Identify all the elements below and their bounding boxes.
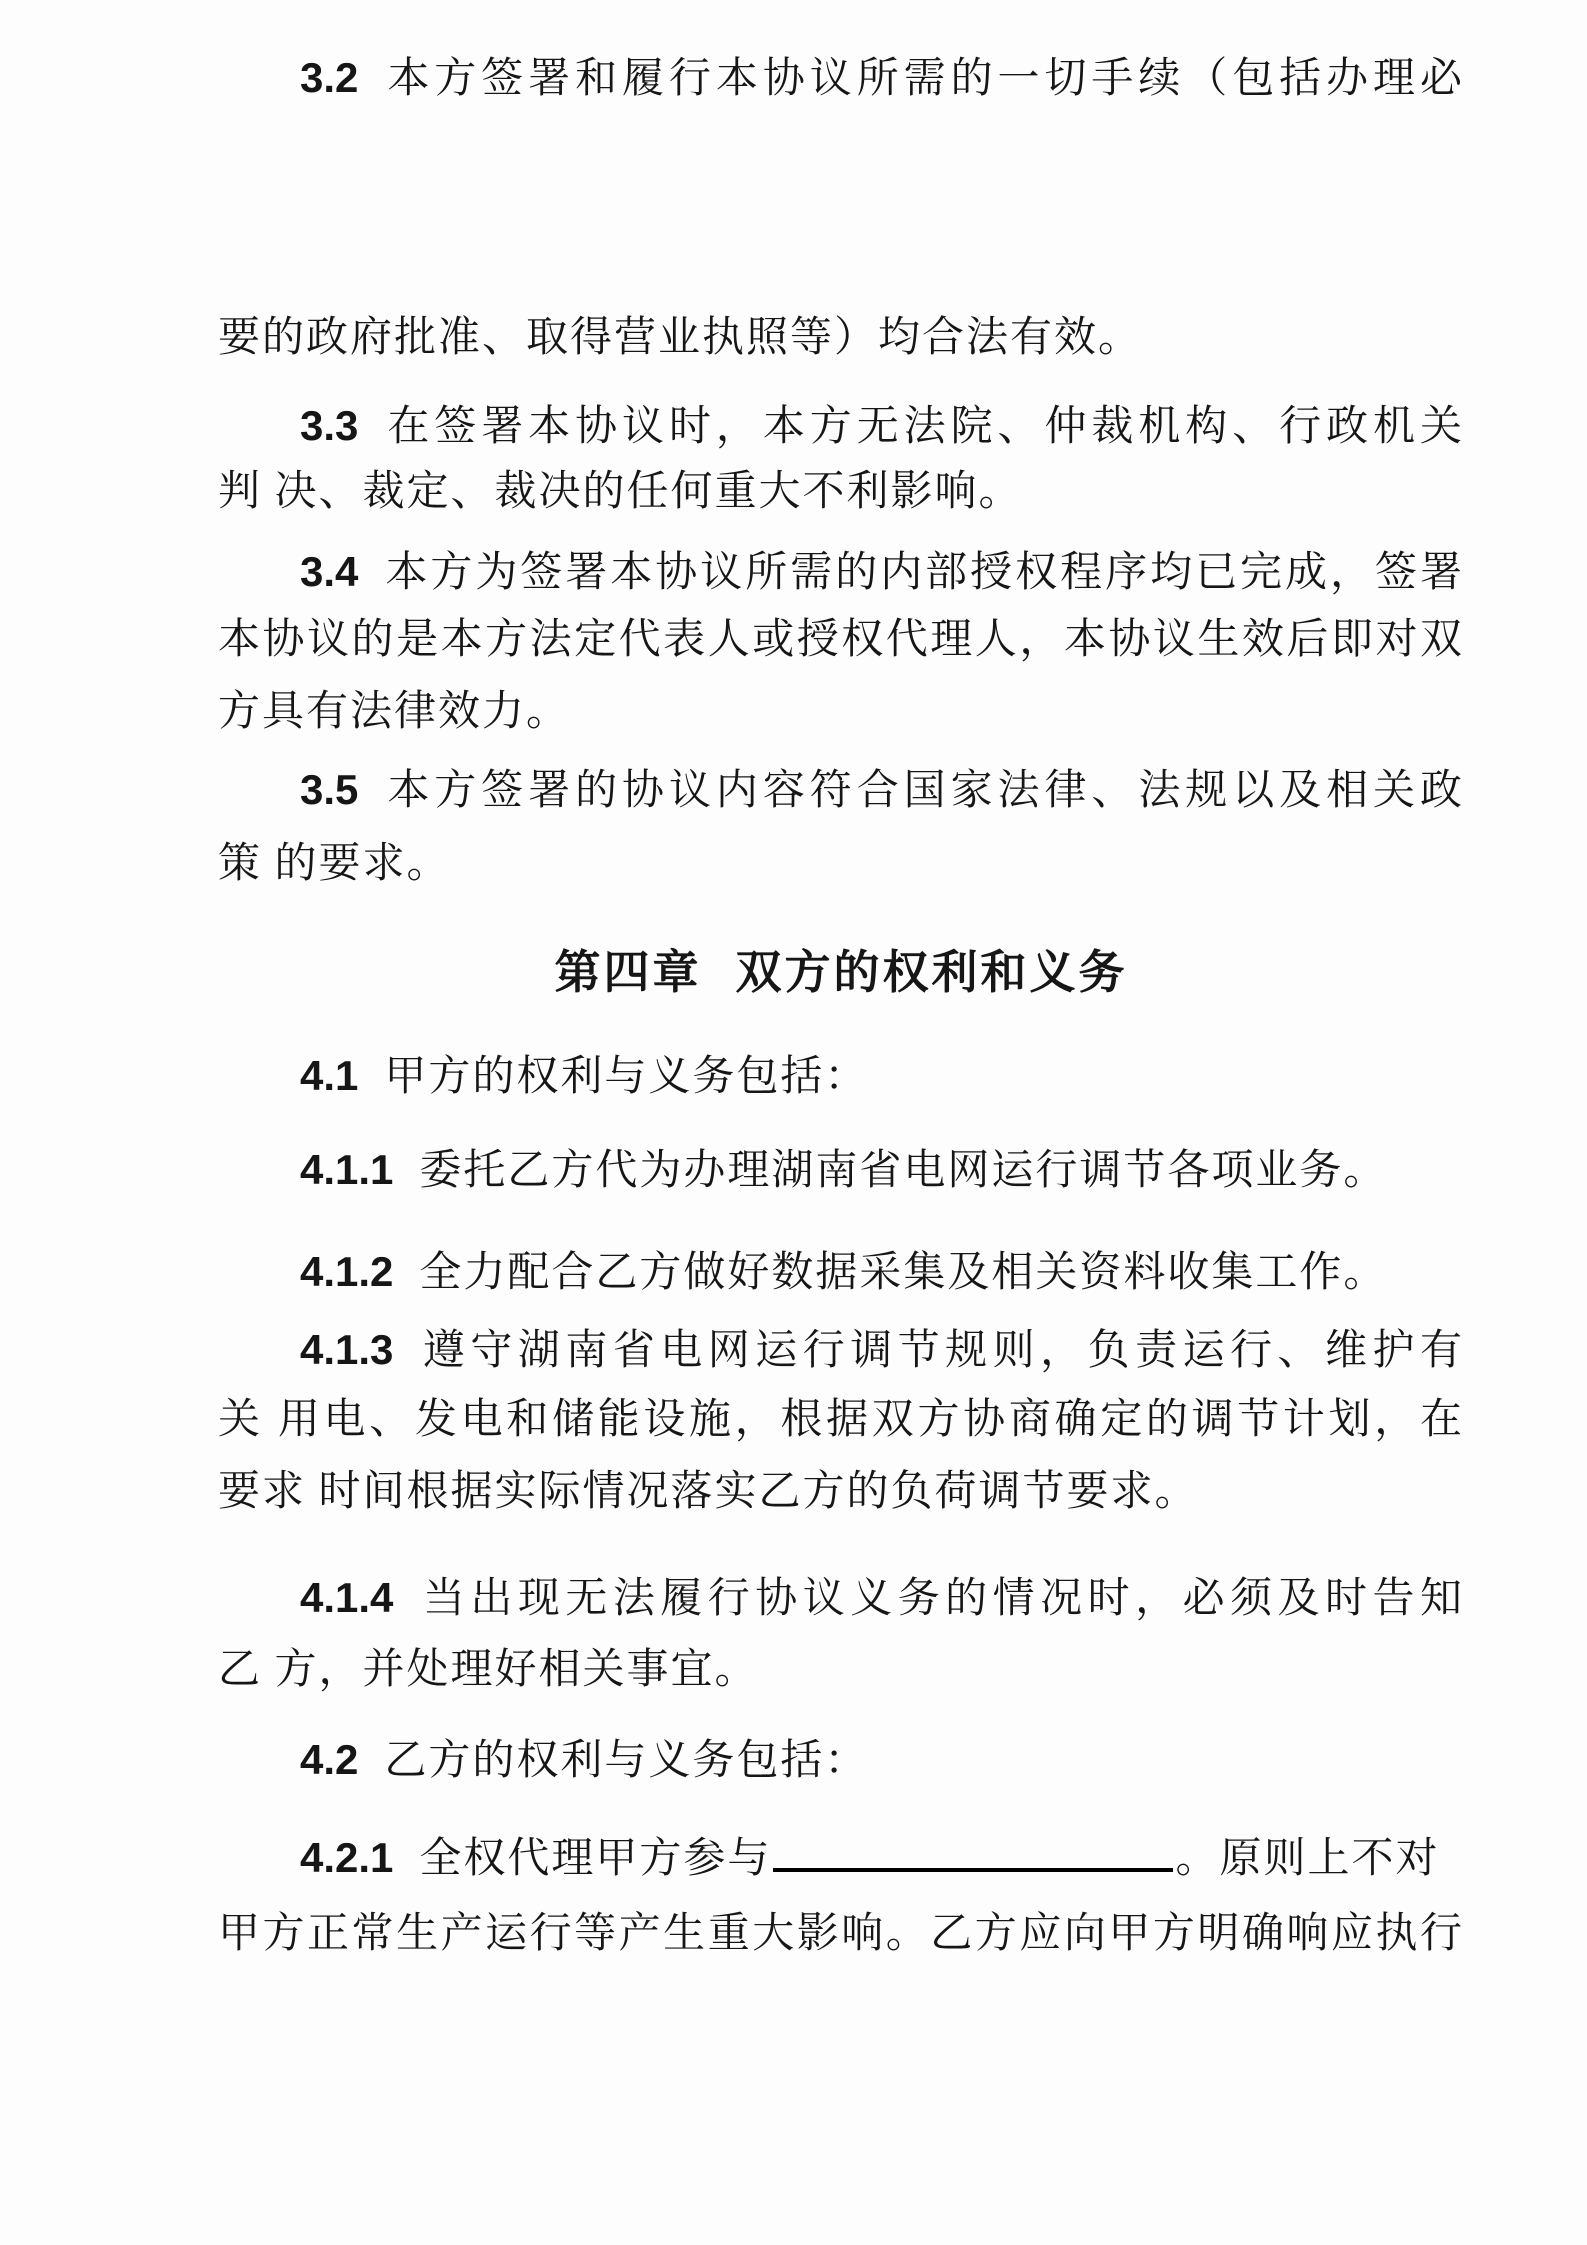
clause-line-4-1-4: [218, 1572, 1464, 1626]
clause-number: 3.5: [300, 766, 359, 813]
clause-text: 判 决、裁定、裁决的任何重大不利影响。: [218, 469, 1023, 515]
clause-text: 在签署本协议时，本方无法院、仲裁机构、行政机关: [384, 404, 1464, 450]
clause-line-3-5-cont: [218, 838, 1464, 891]
clause-line-4-2-1-cont: [218, 1908, 1464, 1961]
clause-line-4-2-1: [218, 1832, 1464, 1886]
clause-text-after-blank: 。原则上不对: [1175, 1836, 1440, 1882]
clause-line-4-2: [218, 1734, 1464, 1788]
clause-line-3-5: [218, 764, 1464, 818]
clause-line-3-3-cont: [218, 466, 1464, 519]
clause-line-4-1-3-cont1: [218, 1394, 1464, 1447]
clause-number: 4.1.3: [300, 1326, 394, 1373]
clause-text: 遵守湖南省电网运行调节规则，负责运行、维护有: [419, 1328, 1464, 1374]
clause-text: 本方签署和履行本协议所需的一切手续（包括办理必: [384, 56, 1464, 102]
clause-line-3-2-cont: [218, 312, 1464, 365]
clause-line-4-1-1: [218, 1144, 1464, 1198]
clause-text: 本方签署的协议内容符合国家法律、法规以及相关政: [384, 768, 1464, 814]
clause-text: 委托乙方代为办理湖南省电网运行调节各项业务。: [419, 1148, 1388, 1194]
clause-number: 4.1.2: [300, 1248, 394, 1295]
clause-number: 3.3: [300, 402, 359, 449]
clause-text: 关 用电、发电和储能设施，根据双方协商确定的调节计划，在: [218, 1397, 1464, 1443]
clause-text: 方具有法律效力。: [218, 689, 571, 735]
clause-line-4-1-3: [218, 1324, 1464, 1378]
chapter-heading: [218, 945, 1464, 1000]
clause-text: 乙方的权利与义务包括：: [384, 1738, 869, 1784]
clause-text: 要求 时间根据实际情况落实乙方的负荷调节要求。: [218, 1469, 1199, 1515]
fill-in-blank-underline: [773, 1838, 1173, 1872]
clause-line-4-1: [218, 1050, 1464, 1104]
clause-text: 本方为签署本协议所需的内部授权程序均已完成，签署: [384, 550, 1464, 596]
clause-number: 4.2.1: [300, 1834, 394, 1881]
clause-line-3-2: [218, 52, 1464, 106]
clause-text: 本协议的是本方法定代表人或授权代理人，本协议生效后即对双: [218, 617, 1464, 663]
clause-line-3-4-cont1: [218, 614, 1464, 667]
clause-number: 4.1: [300, 1052, 359, 1099]
clause-line-4-1-3-cont2: [218, 1466, 1464, 1519]
clause-number: 4.1.1: [300, 1146, 394, 1193]
clause-text: 策 的要求。: [218, 841, 451, 887]
chapter-number: 第四章: [554, 947, 702, 998]
clause-text: 当出现无法履行协议义务的情况时，必须及时告知: [419, 1576, 1464, 1622]
clause-number: 4.2: [300, 1736, 359, 1783]
clause-line-3-4: [218, 546, 1464, 600]
clause-line-4-1-2: [218, 1246, 1464, 1300]
clause-text: 甲方的权利与义务包括：: [384, 1054, 869, 1100]
clause-number: 3.4: [300, 548, 359, 595]
chapter-title: 双方的权利和义务: [735, 947, 1128, 998]
clause-text: 要的政府批准、取得营业执照等）均合法有效。: [218, 315, 1143, 361]
clause-text: 甲方正常生产运行等产生重大影响。乙方应向甲方明确响应执行: [218, 1911, 1464, 1957]
clause-number: 3.2: [300, 54, 359, 101]
clause-number: 4.1.4: [300, 1574, 394, 1621]
clause-text: 全力配合乙方做好数据采集及相关资料收集工作。: [419, 1250, 1388, 1296]
clause-text: 乙 方，并处理好相关事宜。: [218, 1647, 759, 1693]
clause-line-4-1-4-cont: [218, 1644, 1464, 1697]
clause-line-3-3: [218, 400, 1464, 454]
clause-line-3-4-cont2: [218, 686, 1464, 739]
clause-text-before-blank: 全权代理甲方参与: [419, 1836, 772, 1882]
